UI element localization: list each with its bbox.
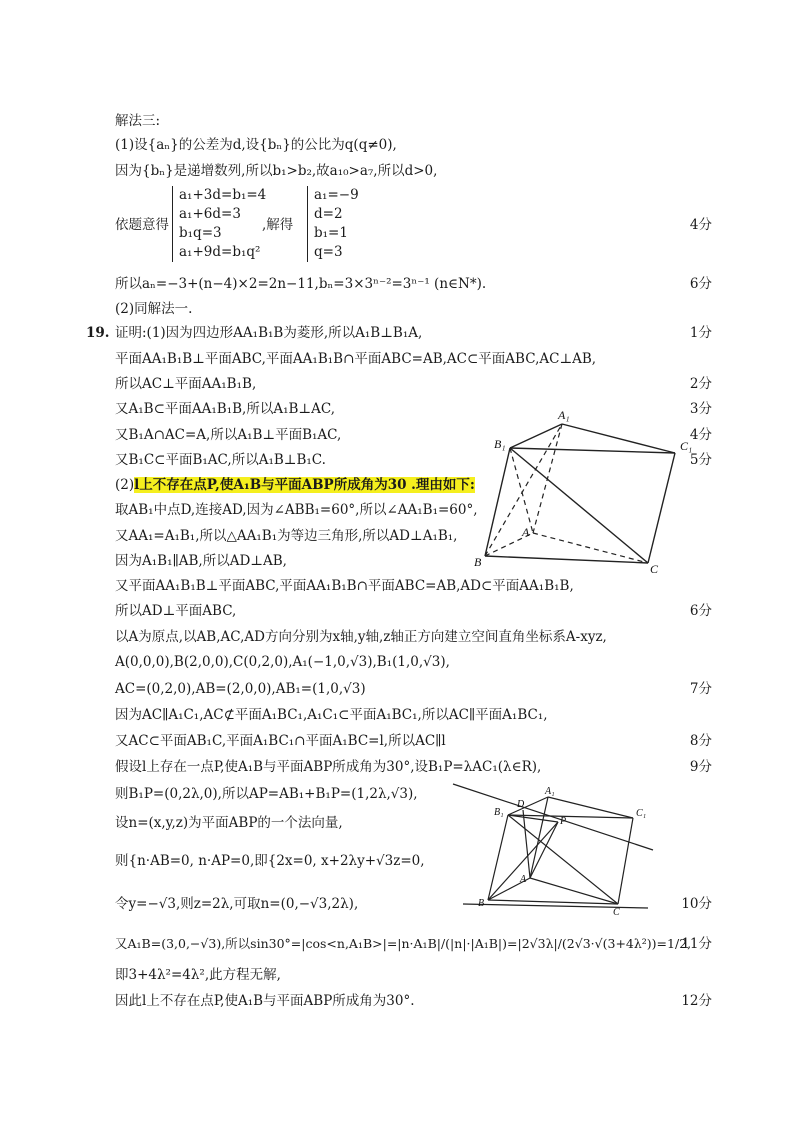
system-1-eq: a₁+6d=3 [179,206,241,222]
seq-part2: (2)同解法一. [115,301,193,317]
proof2-line: 取AB₁中点D,连接AD,因为∠ABB₁=60°,所以∠AA₁B₁=60°, [115,502,478,518]
score: 10分 [681,896,712,912]
proof2-line: 所以AD⊥平面ABC, [115,603,237,619]
score: 5分 [689,452,712,468]
prism-figure [470,408,710,578]
vertex-label: P [560,816,567,827]
system-1-eq: a₁+3d=b₁=4 [179,187,267,203]
score: 2分 [689,376,712,392]
proof2-line: AC=(0,2,0),AB=(2,0,0),AB₁=(1,0,√3) [115,681,366,697]
score: 1分 [689,325,712,341]
proof2-line: 则B₁P=(0,2λ,0),所以AP=AB₁+B₁P=(1,2λ,√3), [115,786,418,802]
vertex-label: B₁ [494,807,504,818]
vertex-label: C₁ [636,808,647,819]
vertex-label: C [650,562,659,576]
part2-line [115,476,475,494]
vertex-label: C [613,907,620,917]
system-2-eq: q=3 [314,244,343,260]
part2-prefix: (2) [115,477,135,493]
proof2-line: 因为AC∥A₁C₁,AC⊄平面A₁BC₁,A₁C₁⊂平面A₁BC₁,所以AC∥平面A₁BC₁, [115,707,548,723]
seq-line-1: (1)设{aₙ}的公差为d,设{bₙ}的公比为q(q≠0), [115,137,397,153]
solve-word: ,解得 [262,217,294,233]
proof2-line: 又A₁B=(3,0,−√3),所以sin30°=|cos<n,A₁B>|=|n·A₁B|/(|n|·|A₁B|)=|2√3λ|/(2√3·√(3+4λ²))=1/2, [115,936,692,951]
vertex-label: A₁ [558,408,570,422]
proof2-line: 即3+4λ²=4λ²,此方程无解, [115,967,281,983]
proof-line: 证明:(1)因为四边形AA₁B₁B为菱形,所以A₁B⊥B₁A, [115,325,423,341]
seq-line-2: 因为{bₙ}是递增数列,所以b₁>b₂,故a₁₀>a₇,所以d>0, [115,163,438,179]
score: 7分 [689,681,712,697]
vertex-label: D [517,799,525,810]
proof-line: 所以AC⊥平面AA₁B₁B, [115,376,257,392]
problem-number: 19. [86,325,110,341]
vertex-label: B [474,555,482,569]
seq-result: 所以aₙ=−3+(n−4)×2=2n−11,bₙ=3×3ⁿ⁻²=3ⁿ⁻¹ (n∈N*). [115,276,487,292]
system-2-eq: d=2 [314,206,343,222]
system-2-eq: b₁=1 [314,225,348,241]
score: 6分 [689,603,712,619]
proof2-line: 以A为原点,以AB,AC,AD方向分别为x轴,y轴,z轴正方向建立空间直角坐标系A-xyz, [115,629,607,645]
system-2-eq: a₁=−9 [314,187,359,203]
proof2-line: A(0,0,0),B(2,0,0),C(0,2,0),A₁(−1,0,√3),B₁(1,0,√3), [115,654,450,670]
system-2 [307,186,359,262]
vertex-label: B₁ [494,437,506,451]
proof2-line: 又平面AA₁B₁B⊥平面ABC,平面AA₁B₁B∩平面ABC=AB,AD⊂平面AA₁B₁B, [115,578,574,594]
score: 6分 [689,276,712,292]
proof-line: 又B₁A∩AC=A,所以A₁B⊥平面B₁AC, [115,427,342,443]
score: 4分 [689,427,712,443]
score: 12分 [681,993,712,1009]
proof2-line: 设n=(x,y,z)为平面ABP的一个法向量, [115,815,343,831]
proof2-line: 则{n·AB=0, n·AP=0,即{2x=0, x+2λy+√3z=0, [115,853,425,869]
score: 11分 [681,936,712,952]
proof2-line: 令y=−√3,则z=2λ,可取n=(0,−√3,2λ), [115,896,359,912]
system-prefix: 依题意得 [115,217,169,233]
vertex-label: A [520,874,527,885]
score: 9分 [689,759,712,775]
vertex-label: A₁ [545,786,555,797]
proof2-line: 因为A₁B₁∥AB,所以AD⊥AB, [115,553,287,569]
proof2-line: 又AA₁=A₁B₁,所以△AA₁B₁为等边三角形,所以AD⊥A₁B₁, [115,528,458,544]
proof-line: 又B₁C⊂平面B₁AC,所以A₁B⊥B₁C. [115,452,326,468]
system-1 [172,186,266,262]
score: 8分 [689,733,712,749]
proof-line: 又A₁B⊂平面AA₁B₁B,所以A₁B⊥AC, [115,401,336,417]
system-1-eq: a₁+9d=b₁q² [179,244,261,260]
vertex-label: B [478,898,485,909]
method-heading: 解法三: [115,113,161,129]
vertex-label: C₁ [680,439,693,453]
proof2-line: 假设l上存在一点P,使A₁B与平面ABP所成角为30°,设B₁P=λAC₁(λ∈R), [115,759,542,775]
vertex-label: A [522,525,530,539]
proof2-line: 因此l上不存在点P,使A₁B与平面ABP所成角为30°. [115,993,415,1009]
score: 3分 [689,401,712,417]
system-1-eq: b₁q=3 [179,225,222,241]
coordinate-figure [448,782,658,917]
proof-line: 平面AA₁B₁B⊥平面ABC,平面AA₁B₁B∩平面ABC=AB,AC⊂平面ABC,AC⊥AB, [115,351,597,367]
highlighted-claim: l上不存在点P,使A₁B与平面ABP所成角为30 .理由如下: [134,477,475,493]
score: 4分 [689,217,712,233]
proof2-line: 又AC⊂平面AB₁C,平面A₁BC₁∩平面A₁BC=l,所以AC∥l [115,733,446,749]
